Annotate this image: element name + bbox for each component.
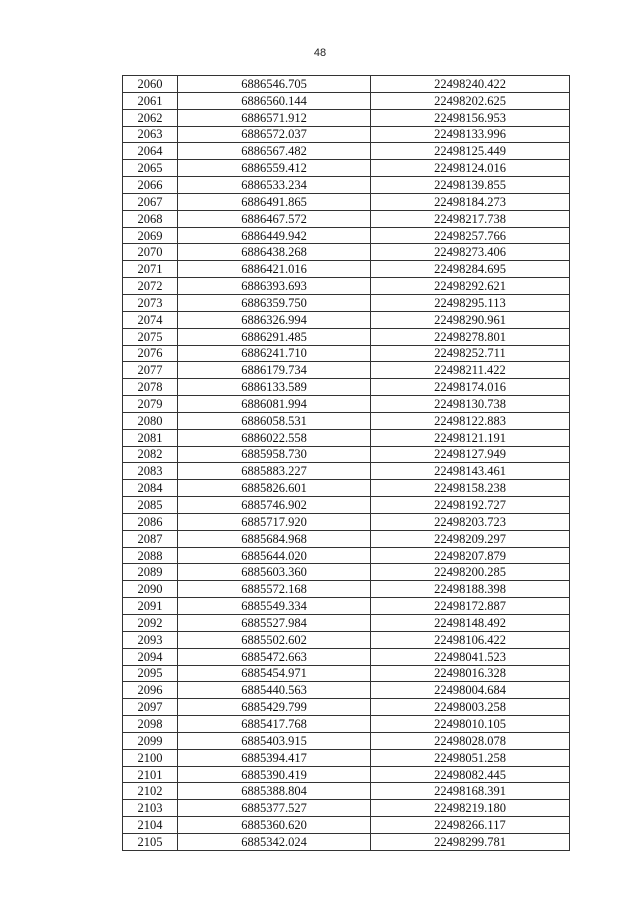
x-coordinate-cell: 6885826.601 bbox=[178, 480, 371, 497]
x-coordinate-cell: 6886326.994 bbox=[178, 311, 371, 328]
table-row bbox=[123, 564, 570, 581]
x-coordinate-cell: 6886393.693 bbox=[178, 278, 371, 295]
y-coordinate-cell: 22498130.738 bbox=[371, 396, 570, 413]
table-row bbox=[123, 615, 570, 632]
y-coordinate-cell: 22498295.113 bbox=[371, 294, 570, 311]
point-id-cell: 2060 bbox=[123, 76, 178, 93]
y-coordinate-cell: 22498211.422 bbox=[371, 362, 570, 379]
table-row bbox=[123, 749, 570, 766]
point-id-cell: 2088 bbox=[123, 547, 178, 564]
point-id-cell: 2102 bbox=[123, 783, 178, 800]
point-id-cell: 2080 bbox=[123, 412, 178, 429]
y-coordinate-cell: 22498278.801 bbox=[371, 328, 570, 345]
x-coordinate-cell: 6885388.804 bbox=[178, 783, 371, 800]
point-id-cell: 2083 bbox=[123, 463, 178, 480]
table-row bbox=[123, 76, 570, 93]
table-row bbox=[123, 497, 570, 514]
y-coordinate-cell: 22498207.879 bbox=[371, 547, 570, 564]
x-coordinate-cell: 6885644.020 bbox=[178, 547, 371, 564]
coordinates-table-container bbox=[122, 75, 569, 851]
point-id-cell: 2077 bbox=[123, 362, 178, 379]
x-coordinate-cell: 6886081.994 bbox=[178, 396, 371, 413]
x-coordinate-cell: 6885502.602 bbox=[178, 631, 371, 648]
x-coordinate-cell: 6885454.971 bbox=[178, 665, 371, 682]
y-coordinate-cell: 22498188.398 bbox=[371, 581, 570, 598]
x-coordinate-cell: 6886572.037 bbox=[178, 126, 371, 143]
point-id-cell: 2078 bbox=[123, 379, 178, 396]
point-id-cell: 2081 bbox=[123, 429, 178, 446]
table-row bbox=[123, 716, 570, 733]
page-number: 48 bbox=[313, 47, 327, 59]
y-coordinate-cell: 22498192.727 bbox=[371, 497, 570, 514]
y-coordinate-cell: 22498010.105 bbox=[371, 716, 570, 733]
y-coordinate-cell: 22498168.391 bbox=[371, 783, 570, 800]
x-coordinate-cell: 6886559.412 bbox=[178, 160, 371, 177]
table-row bbox=[123, 311, 570, 328]
table-row bbox=[123, 699, 570, 716]
point-id-cell: 2063 bbox=[123, 126, 178, 143]
x-coordinate-cell: 6886467.572 bbox=[178, 210, 371, 227]
point-id-cell: 2098 bbox=[123, 716, 178, 733]
point-id-cell: 2097 bbox=[123, 699, 178, 716]
table-row bbox=[123, 732, 570, 749]
x-coordinate-cell: 6885417.768 bbox=[178, 716, 371, 733]
point-id-cell: 2085 bbox=[123, 497, 178, 514]
table-row bbox=[123, 379, 570, 396]
point-id-cell: 2084 bbox=[123, 480, 178, 497]
y-coordinate-cell: 22498124.016 bbox=[371, 160, 570, 177]
table-row bbox=[123, 244, 570, 261]
point-id-cell: 2066 bbox=[123, 177, 178, 194]
x-coordinate-cell: 6886291.485 bbox=[178, 328, 371, 345]
x-coordinate-cell: 6886546.705 bbox=[178, 76, 371, 93]
x-coordinate-cell: 6886359.750 bbox=[178, 294, 371, 311]
x-coordinate-cell: 6886133.589 bbox=[178, 379, 371, 396]
x-coordinate-cell: 6885360.620 bbox=[178, 817, 371, 834]
x-coordinate-cell: 6886449.942 bbox=[178, 227, 371, 244]
table-row bbox=[123, 143, 570, 160]
table-row bbox=[123, 783, 570, 800]
x-coordinate-cell: 6886241.710 bbox=[178, 345, 371, 362]
point-id-cell: 2089 bbox=[123, 564, 178, 581]
y-coordinate-cell: 22498016.328 bbox=[371, 665, 570, 682]
point-id-cell: 2093 bbox=[123, 631, 178, 648]
y-coordinate-cell: 22498148.492 bbox=[371, 615, 570, 632]
point-id-cell: 2086 bbox=[123, 513, 178, 530]
y-coordinate-cell: 22498203.723 bbox=[371, 513, 570, 530]
table-row bbox=[123, 833, 570, 850]
table-row bbox=[123, 362, 570, 379]
x-coordinate-cell: 6886560.144 bbox=[178, 92, 371, 109]
y-coordinate-cell: 22498122.883 bbox=[371, 412, 570, 429]
x-coordinate-cell: 6886421.016 bbox=[178, 261, 371, 278]
x-coordinate-cell: 6886567.482 bbox=[178, 143, 371, 160]
y-coordinate-cell: 22498106.422 bbox=[371, 631, 570, 648]
y-coordinate-cell: 22498028.078 bbox=[371, 732, 570, 749]
table-row bbox=[123, 278, 570, 295]
table-row bbox=[123, 160, 570, 177]
table-row bbox=[123, 328, 570, 345]
point-id-cell: 2079 bbox=[123, 396, 178, 413]
y-coordinate-cell: 22498004.684 bbox=[371, 682, 570, 699]
y-coordinate-cell: 22498127.949 bbox=[371, 446, 570, 463]
coordinates-table bbox=[122, 75, 570, 851]
point-id-cell: 2071 bbox=[123, 261, 178, 278]
point-id-cell: 2062 bbox=[123, 109, 178, 126]
x-coordinate-cell: 6886491.865 bbox=[178, 193, 371, 210]
y-coordinate-cell: 22498156.953 bbox=[371, 109, 570, 126]
table-row bbox=[123, 682, 570, 699]
y-coordinate-cell: 22498217.738 bbox=[371, 210, 570, 227]
table-row bbox=[123, 92, 570, 109]
y-coordinate-cell: 22498082.445 bbox=[371, 766, 570, 783]
point-id-cell: 2064 bbox=[123, 143, 178, 160]
y-coordinate-cell: 22498252.711 bbox=[371, 345, 570, 362]
y-coordinate-cell: 22498133.996 bbox=[371, 126, 570, 143]
table-row bbox=[123, 581, 570, 598]
point-id-cell: 2094 bbox=[123, 648, 178, 665]
y-coordinate-cell: 22498219.180 bbox=[371, 800, 570, 817]
point-id-cell: 2075 bbox=[123, 328, 178, 345]
point-id-cell: 2074 bbox=[123, 311, 178, 328]
table-row bbox=[123, 665, 570, 682]
table-row bbox=[123, 412, 570, 429]
table-row bbox=[123, 480, 570, 497]
point-id-cell: 2072 bbox=[123, 278, 178, 295]
y-coordinate-cell: 22498202.625 bbox=[371, 92, 570, 109]
point-id-cell: 2105 bbox=[123, 833, 178, 850]
coordinates-table-body bbox=[123, 76, 570, 851]
table-row bbox=[123, 817, 570, 834]
point-id-cell: 2092 bbox=[123, 615, 178, 632]
x-coordinate-cell: 6886058.531 bbox=[178, 412, 371, 429]
y-coordinate-cell: 22498174.016 bbox=[371, 379, 570, 396]
table-row bbox=[123, 429, 570, 446]
x-coordinate-cell: 6885717.920 bbox=[178, 513, 371, 530]
y-coordinate-cell: 22498125.449 bbox=[371, 143, 570, 160]
point-id-cell: 2070 bbox=[123, 244, 178, 261]
y-coordinate-cell: 22498139.855 bbox=[371, 177, 570, 194]
point-id-cell: 2100 bbox=[123, 749, 178, 766]
x-coordinate-cell: 6885390.419 bbox=[178, 766, 371, 783]
x-coordinate-cell: 6885440.563 bbox=[178, 682, 371, 699]
table-row bbox=[123, 109, 570, 126]
point-id-cell: 2076 bbox=[123, 345, 178, 362]
y-coordinate-cell: 22498158.238 bbox=[371, 480, 570, 497]
y-coordinate-cell: 22498266.117 bbox=[371, 817, 570, 834]
table-row bbox=[123, 261, 570, 278]
table-row bbox=[123, 530, 570, 547]
point-id-cell: 2087 bbox=[123, 530, 178, 547]
point-id-cell: 2067 bbox=[123, 193, 178, 210]
x-coordinate-cell: 6886438.268 bbox=[178, 244, 371, 261]
y-coordinate-cell: 22498290.961 bbox=[371, 311, 570, 328]
table-row bbox=[123, 598, 570, 615]
table-row bbox=[123, 345, 570, 362]
table-row bbox=[123, 547, 570, 564]
table-row bbox=[123, 648, 570, 665]
x-coordinate-cell: 6885746.902 bbox=[178, 497, 371, 514]
table-row bbox=[123, 177, 570, 194]
y-coordinate-cell: 22498284.695 bbox=[371, 261, 570, 278]
table-row bbox=[123, 446, 570, 463]
point-id-cell: 2103 bbox=[123, 800, 178, 817]
y-coordinate-cell: 22498051.258 bbox=[371, 749, 570, 766]
table-row bbox=[123, 294, 570, 311]
point-id-cell: 2061 bbox=[123, 92, 178, 109]
point-id-cell: 2065 bbox=[123, 160, 178, 177]
point-id-cell: 2073 bbox=[123, 294, 178, 311]
y-coordinate-cell: 22498273.406 bbox=[371, 244, 570, 261]
x-coordinate-cell: 6885958.730 bbox=[178, 446, 371, 463]
x-coordinate-cell: 6885883.227 bbox=[178, 463, 371, 480]
table-row bbox=[123, 766, 570, 783]
x-coordinate-cell: 6885527.984 bbox=[178, 615, 371, 632]
x-coordinate-cell: 6885472.663 bbox=[178, 648, 371, 665]
x-coordinate-cell: 6886533.234 bbox=[178, 177, 371, 194]
y-coordinate-cell: 22498240.422 bbox=[371, 76, 570, 93]
y-coordinate-cell: 22498257.766 bbox=[371, 227, 570, 244]
table-row bbox=[123, 227, 570, 244]
y-coordinate-cell: 22498184.273 bbox=[371, 193, 570, 210]
x-coordinate-cell: 6886179.734 bbox=[178, 362, 371, 379]
y-coordinate-cell: 22498292.621 bbox=[371, 278, 570, 295]
point-id-cell: 2104 bbox=[123, 817, 178, 834]
table-row bbox=[123, 513, 570, 530]
x-coordinate-cell: 6885549.334 bbox=[178, 598, 371, 615]
table-row bbox=[123, 800, 570, 817]
y-coordinate-cell: 22498121.191 bbox=[371, 429, 570, 446]
x-coordinate-cell: 6885572.168 bbox=[178, 581, 371, 598]
x-coordinate-cell: 6885377.527 bbox=[178, 800, 371, 817]
y-coordinate-cell: 22498200.285 bbox=[371, 564, 570, 581]
point-id-cell: 2069 bbox=[123, 227, 178, 244]
x-coordinate-cell: 6886022.558 bbox=[178, 429, 371, 446]
x-coordinate-cell: 6885603.360 bbox=[178, 564, 371, 581]
y-coordinate-cell: 22498209.297 bbox=[371, 530, 570, 547]
table-row bbox=[123, 126, 570, 143]
x-coordinate-cell: 6885342.024 bbox=[178, 833, 371, 850]
y-coordinate-cell: 22498041.523 bbox=[371, 648, 570, 665]
x-coordinate-cell: 6885394.417 bbox=[178, 749, 371, 766]
y-coordinate-cell: 22498299.781 bbox=[371, 833, 570, 850]
point-id-cell: 2095 bbox=[123, 665, 178, 682]
y-coordinate-cell: 22498003.258 bbox=[371, 699, 570, 716]
point-id-cell: 2101 bbox=[123, 766, 178, 783]
y-coordinate-cell: 22498172.887 bbox=[371, 598, 570, 615]
point-id-cell: 2068 bbox=[123, 210, 178, 227]
point-id-cell: 2090 bbox=[123, 581, 178, 598]
point-id-cell: 2096 bbox=[123, 682, 178, 699]
x-coordinate-cell: 6886571.912 bbox=[178, 109, 371, 126]
table-row bbox=[123, 631, 570, 648]
x-coordinate-cell: 6885429.799 bbox=[178, 699, 371, 716]
table-row bbox=[123, 210, 570, 227]
point-id-cell: 2099 bbox=[123, 732, 178, 749]
point-id-cell: 2082 bbox=[123, 446, 178, 463]
table-row bbox=[123, 193, 570, 210]
x-coordinate-cell: 6885403.915 bbox=[178, 732, 371, 749]
table-row bbox=[123, 396, 570, 413]
y-coordinate-cell: 22498143.461 bbox=[371, 463, 570, 480]
x-coordinate-cell: 6885684.968 bbox=[178, 530, 371, 547]
point-id-cell: 2091 bbox=[123, 598, 178, 615]
table-row bbox=[123, 463, 570, 480]
